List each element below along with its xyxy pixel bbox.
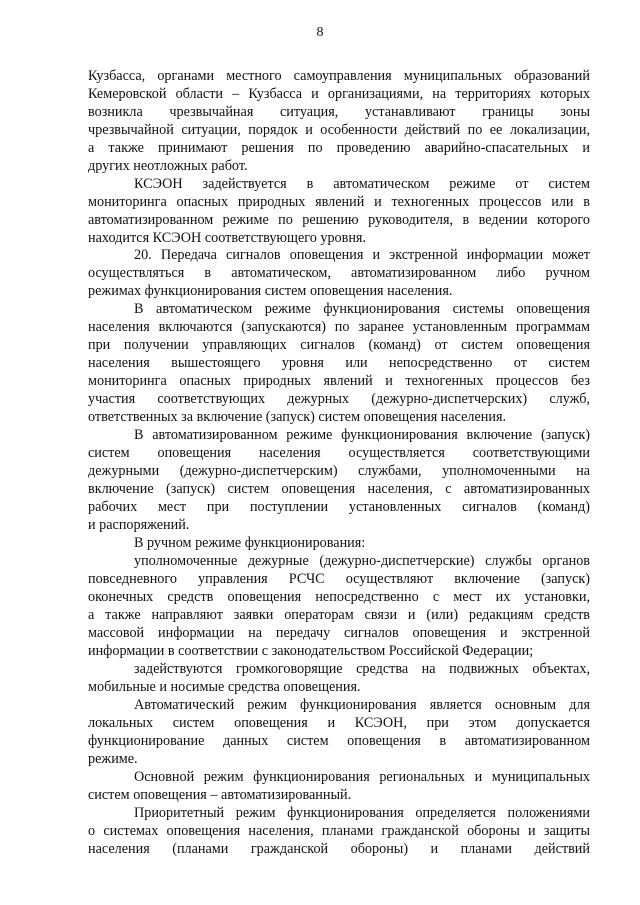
text-line: ответственных за включение (запуск) систем оповещения населения.	[88, 409, 507, 425]
text-line: информации в соответствии с законодательством Российской Федерации;	[88, 643, 534, 659]
text-line: задействуются громкоговорящие средства на подвижных объектах,	[134, 661, 590, 677]
text-line: участия соответствующих дежурных (дежурно-диспетчерских) служб,	[88, 391, 590, 407]
text-line: Кузбасса, органами местного самоуправления муниципальных образований	[88, 68, 590, 84]
text-line: населения включаются (запускаются) по заранее установленным программам	[88, 319, 590, 335]
text-line: автоматизированном режиме по решению руководителя, в ведении которого	[88, 212, 590, 228]
text-line: уполномоченные дежурные (дежурно-диспетчерские) службы органов	[134, 553, 590, 569]
text-line: Кемеровской области – Кузбасса и организациями, на территориях которых	[88, 86, 590, 102]
text-line: населения (планами гражданской обороны) и планами действий	[88, 841, 590, 857]
text-line: локальных систем оповещения и КСЭОН, при этом допускается	[88, 715, 590, 731]
text-line: о системах оповещения населения, планами гражданской обороны и защиты	[88, 823, 590, 839]
text-line: Автоматический режим функционирования является основным для	[134, 697, 590, 713]
text-line: систем оповещения – автоматизированный.	[88, 787, 352, 803]
page-number: 8	[316, 25, 324, 40]
text-line: при получении управляющих сигналов (команд) от систем оповещения	[88, 337, 590, 353]
text-line: мониторинга опасных природных явлений и техногенных процессов или в	[88, 194, 590, 210]
text-line: чрезвычайной ситуации, порядок и особенности действий по ее локализации,	[88, 122, 590, 138]
text-line: Основной режим функционирования региональных и муниципальных	[134, 769, 590, 785]
text-line: В автоматическом режиме функционирования системы оповещения	[134, 301, 590, 317]
text-line: 20. Передача сигналов оповещения и экстренной информации может	[134, 247, 590, 263]
text-line: повседневного управления РСЧС осуществляют включение (запуск)	[88, 571, 590, 587]
text-line: В автоматизированном режиме функционирования включение (запуск)	[134, 427, 590, 443]
text-line: мониторинга опасных природных явлений и техногенных процессов без	[88, 373, 590, 389]
text-line: включение (запуск) систем оповещения населения, с автоматизированных	[88, 481, 590, 497]
text-line: находится КСЭОН соответствующего уровня.	[88, 230, 366, 246]
text-line: мобильные и носимые средства оповещения.	[88, 679, 361, 695]
text-line: населения вышестоящего уровня или непосредственно от систем	[88, 355, 590, 371]
text-line: систем оповещения населения осуществляется соответствующими	[88, 445, 590, 461]
text-line: возникла чрезвычайная ситуация, устанавливают границы зоны	[88, 104, 590, 120]
text-line: массовой информации на передачу сигналов оповещения и экстренной	[88, 625, 590, 641]
text-line: КСЭОН задействуется в автоматическом режиме от систем	[134, 176, 590, 192]
text-line: и распоряжений.	[88, 517, 190, 533]
text-line: В ручном режиме функционирования:	[134, 535, 366, 551]
text-line: осуществляться в автоматическом, автоматизированном либо ручном	[88, 265, 590, 281]
text-line: рабочих мест при поступлении установленных сигналов (команд)	[88, 499, 590, 515]
text-line: дежурными (дежурно-диспетчерским) службами, уполномоченными на	[88, 463, 590, 479]
text-line: функционирование данных систем оповещения в автоматизированном	[88, 733, 590, 749]
text-line: других неотложных работ.	[88, 158, 248, 174]
text-line: режимах функционирования систем оповещения населения.	[88, 283, 453, 299]
text-line: Приоритетный режим функционирования определяется положениями	[134, 805, 590, 821]
text-line: режиме.	[88, 751, 138, 767]
text-line: оконечных средств оповещения непосредственно с мест их установки,	[88, 589, 590, 605]
text-line: а также направляют заявки операторам связи и (или) редакциям средств	[88, 607, 590, 623]
text-line: а также принимают решения по проведению аварийно-спасательных и	[88, 140, 590, 156]
